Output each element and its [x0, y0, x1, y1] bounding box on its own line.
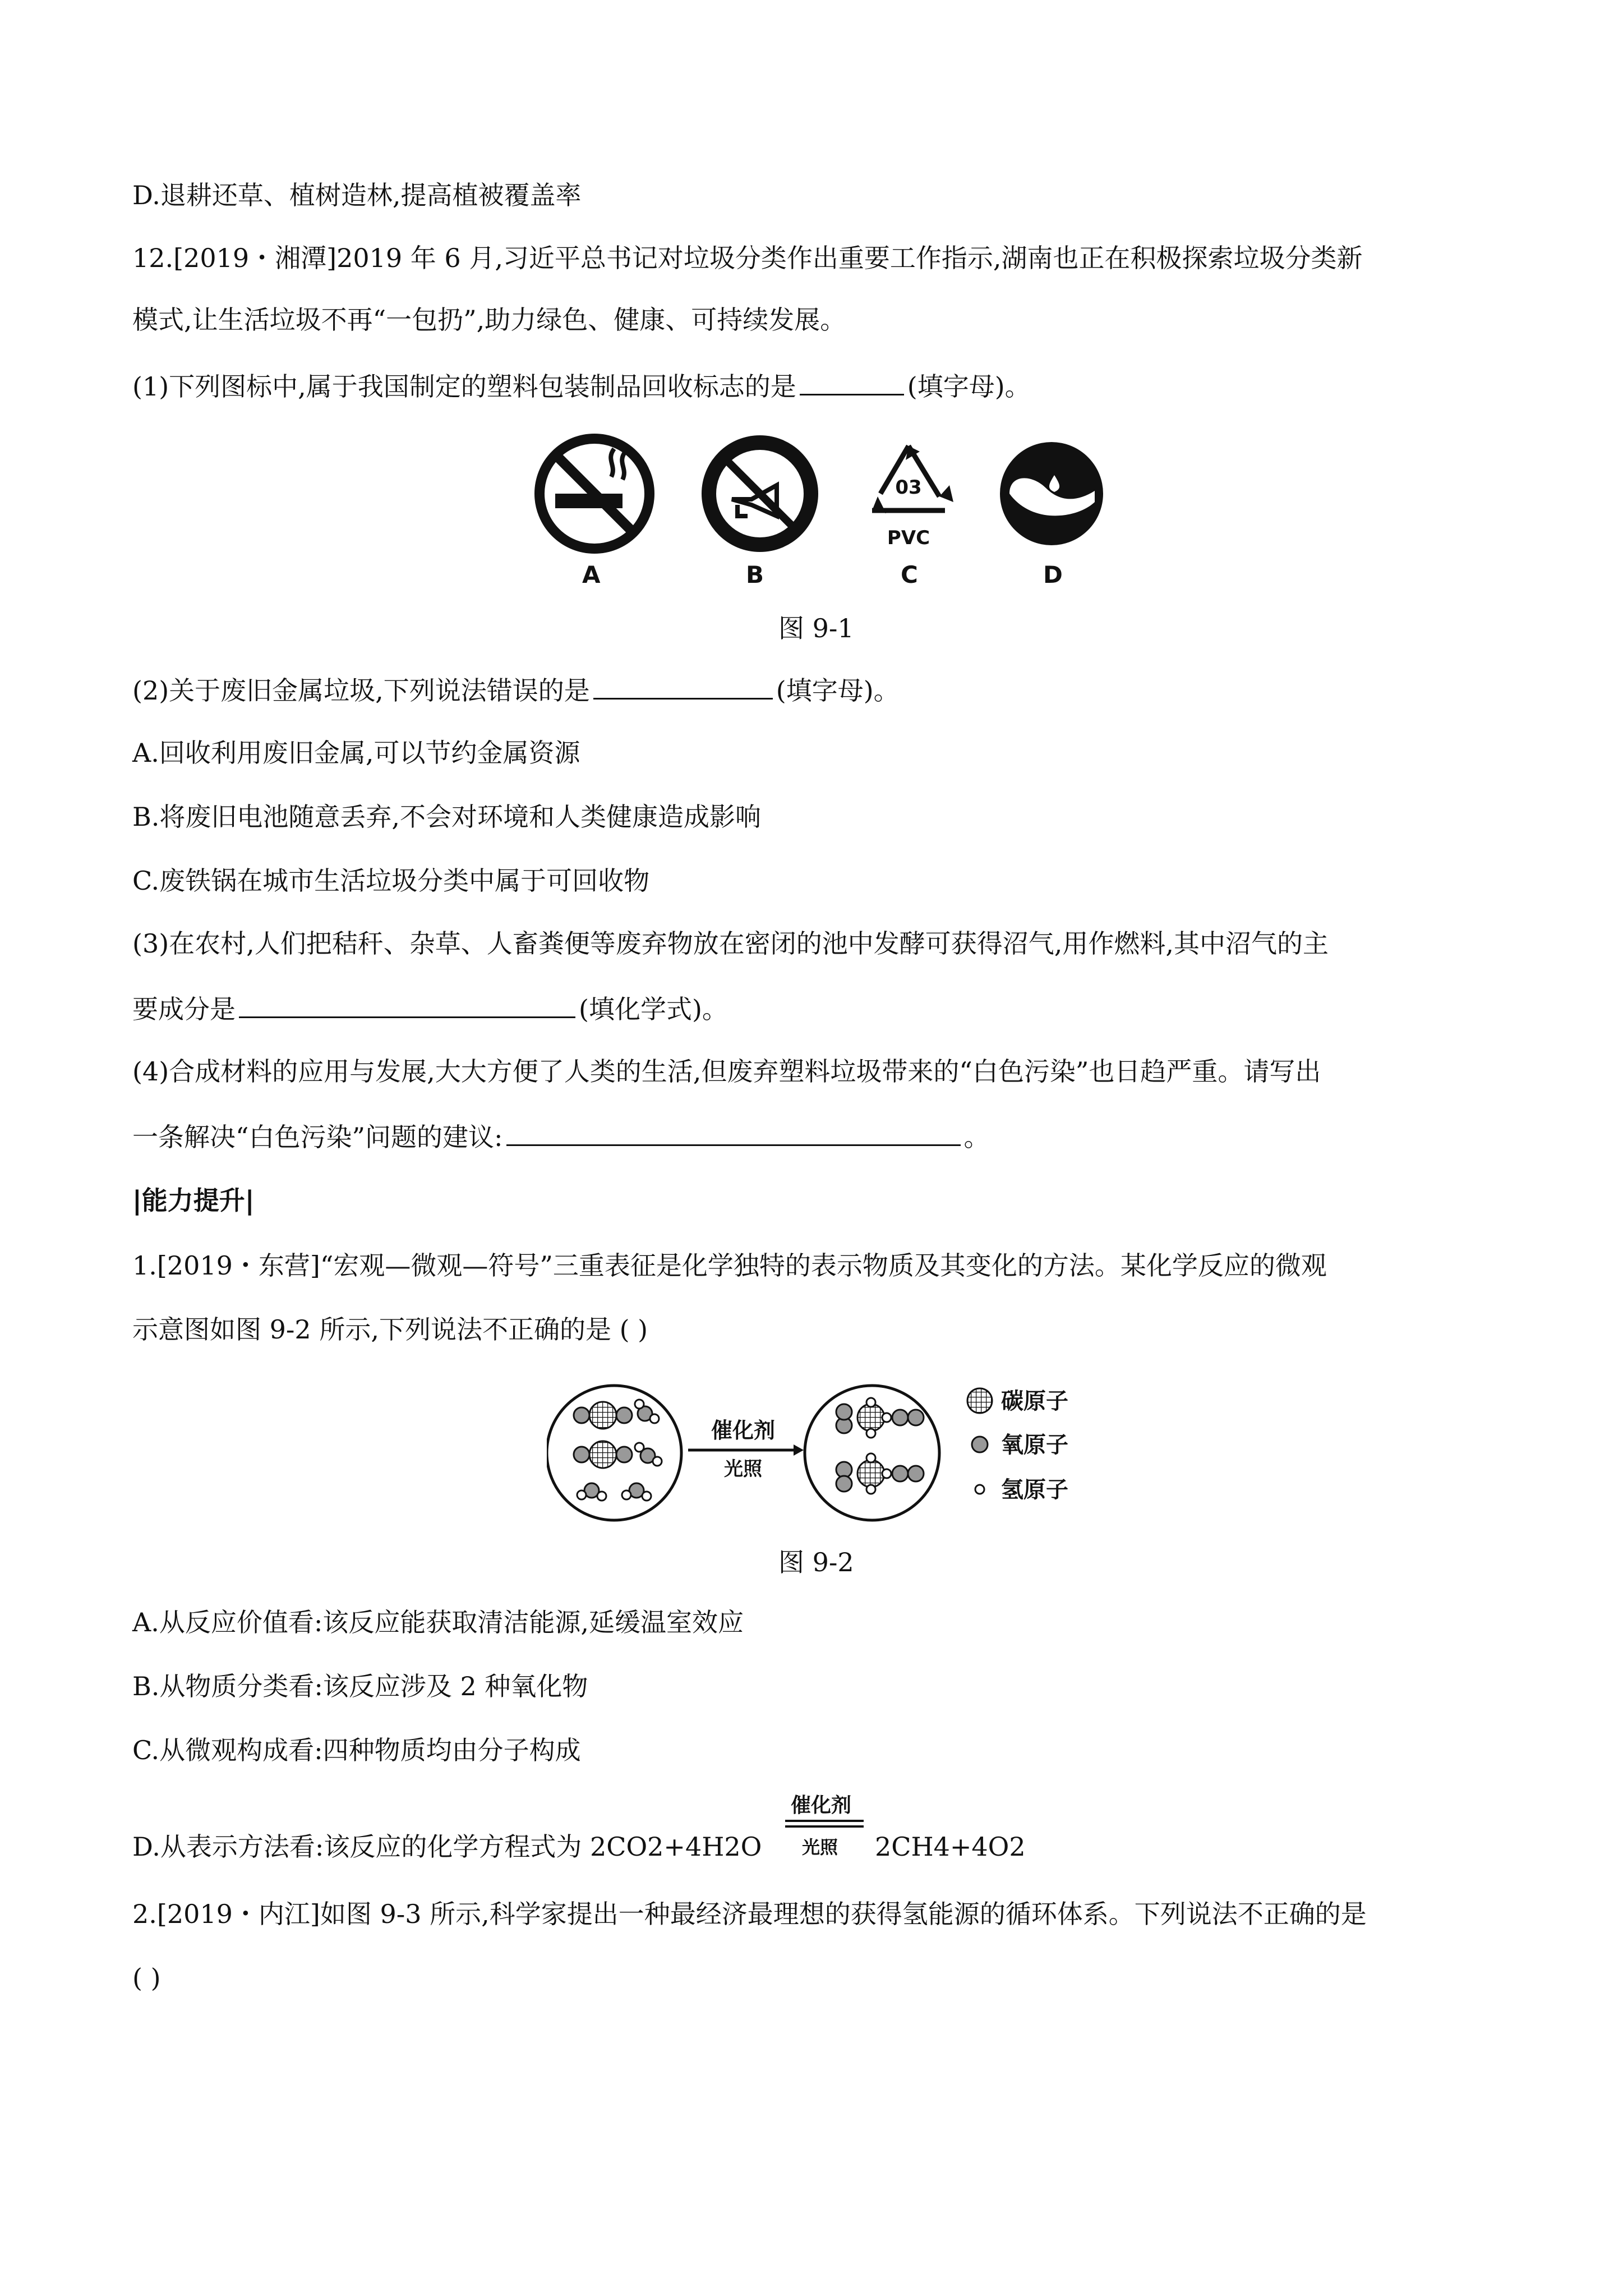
part-2-option-a: A.回收利用废旧金属,可以节约金属资源 — [132, 738, 580, 768]
arrow-condition-top: 催化剂 — [711, 1418, 776, 1443]
figure-9-2-caption: 图 9-2 — [778, 1547, 854, 1577]
question-12-part-3-line-1: (3)在农村,人们把秸秆、杂草、人畜粪便等废弃物放在密闭的池中发酵可获得沼气,用作燃料,其中沼气的主 — [132, 928, 1329, 959]
answer-blank[interactable] — [800, 368, 904, 395]
part-4-suffix: 。 — [963, 1122, 990, 1152]
legend-oxygen-label: 氧原子 — [1001, 1432, 1068, 1458]
legend-hydrogen-icon — [975, 1485, 984, 1494]
question-2-line-1: 2.[2019・内江]如图 9-3 所示,科学家提出一种最经济最理想的获得氢能源的循环体系。下列说法不正确的是 — [132, 1899, 1367, 1929]
water-saving-icon — [998, 440, 1105, 547]
part-2-option-b: B.将废旧电池随意丢弃,不会对环境和人类健康造成影响 — [132, 802, 762, 832]
answer-blank[interactable] — [506, 1119, 961, 1146]
icon-label-c: C — [901, 561, 918, 588]
answer-blank[interactable] — [239, 991, 575, 1018]
arrow-condition-bottom: 光照 — [724, 1458, 762, 1480]
reaction-diagram — [547, 1372, 1096, 1534]
part-2-suffix: (填字母)。 — [776, 675, 900, 706]
question-12-part-4-line-1: (4)合成材料的应用与发展,大大方便了人类的生活,但废弃塑料垃圾带来的“白色污染”也日趋严重。请写出 — [132, 1056, 1321, 1087]
part-2-option-c: C.废铁锅在城市生活垃圾分类中属于可回收物 — [132, 866, 650, 896]
question-12-intro-1: 12.[2019・湘潭]2019 年 6 月,习近平总书记对垃圾分类作出重要工作指示,湖南也正在积极探索垃圾分类新 — [132, 243, 1363, 273]
equation-line — [785, 1825, 864, 1828]
question-12-part-1 — [132, 368, 1031, 403]
legend-carbon-icon — [967, 1388, 992, 1413]
equation-condition-top: 催化剂 — [791, 1794, 852, 1817]
option-d: D.退耕还草、植树造林,提高植被覆盖率 — [132, 180, 582, 210]
question-1-option-b: B.从物质分类看:该反应涉及 2 种氧化物 — [132, 1671, 588, 1701]
icon-label-d: D — [1043, 561, 1063, 588]
part-1-text: (1)下列图标中,属于我国制定的塑料包装制品回收标志的是 — [132, 371, 796, 402]
question-1-option-c: C.从微观构成看:四种物质均由分子构成 — [132, 1735, 581, 1765]
equation-line — [785, 1820, 864, 1822]
question-12-part-2 — [132, 672, 900, 707]
equation-condition-bottom: 光照 — [802, 1837, 838, 1858]
answer-blank[interactable] — [593, 672, 773, 700]
legend-hydrogen-label: 氢原子 — [1001, 1477, 1068, 1503]
part-4-text: 一条解决“白色污染”问题的建议: — [132, 1122, 503, 1152]
question-12-part-4-line-2 — [132, 1119, 990, 1154]
recycle-text: PVC — [887, 527, 930, 549]
part-2-text: (2)关于废旧金属垃圾,下列说法错误的是 — [132, 675, 590, 706]
question-12-part-3-line-2 — [132, 991, 728, 1026]
part-3-suffix: (填化学式)。 — [579, 994, 728, 1024]
no-horn-icon — [698, 432, 822, 555]
figure-9-1-caption: 图 9-1 — [778, 613, 854, 643]
question-1-line-2: 示意图如图 9-2 所示,下列说法不正确的是 ( ) — [132, 1314, 648, 1345]
legend-oxygen-icon — [972, 1437, 988, 1452]
question-1-option-d — [132, 1830, 762, 1864]
part-1-suffix: (填字母)。 — [907, 371, 1031, 402]
equation-products: 2CH4+4O2 — [875, 1832, 1026, 1862]
legend-carbon-label: 碳原子 — [1001, 1388, 1068, 1414]
option-d-text: D.从表示方法看:该反应的化学方程式为 2CO2+4H2O — [132, 1832, 762, 1862]
no-smoking-icon — [533, 432, 656, 555]
question-1-option-a: A.从反应价值看:该反应能获取清洁能源,延缓温室效应 — [132, 1607, 744, 1637]
icon-label-b: B — [746, 561, 764, 588]
recycle-number: 03 — [895, 476, 922, 499]
question-1-line-1: 1.[2019・东营]“宏观—微观—符号”三重表征是化学独特的表示物质及其变化的方法。某化学反应的微观 — [132, 1250, 1327, 1281]
part-3-text: 要成分是 — [132, 994, 236, 1024]
section-heading: |能力提升| — [132, 1185, 255, 1216]
icon-label-a: A — [582, 561, 601, 588]
question-12-intro-2: 模式,让生活垃圾不再“一包扔”,助力绿色、健康、可持续发展。 — [132, 305, 846, 335]
recycle-pvc-icon — [855, 438, 962, 555]
question-2-line-2: ( ) — [132, 1963, 161, 1993]
